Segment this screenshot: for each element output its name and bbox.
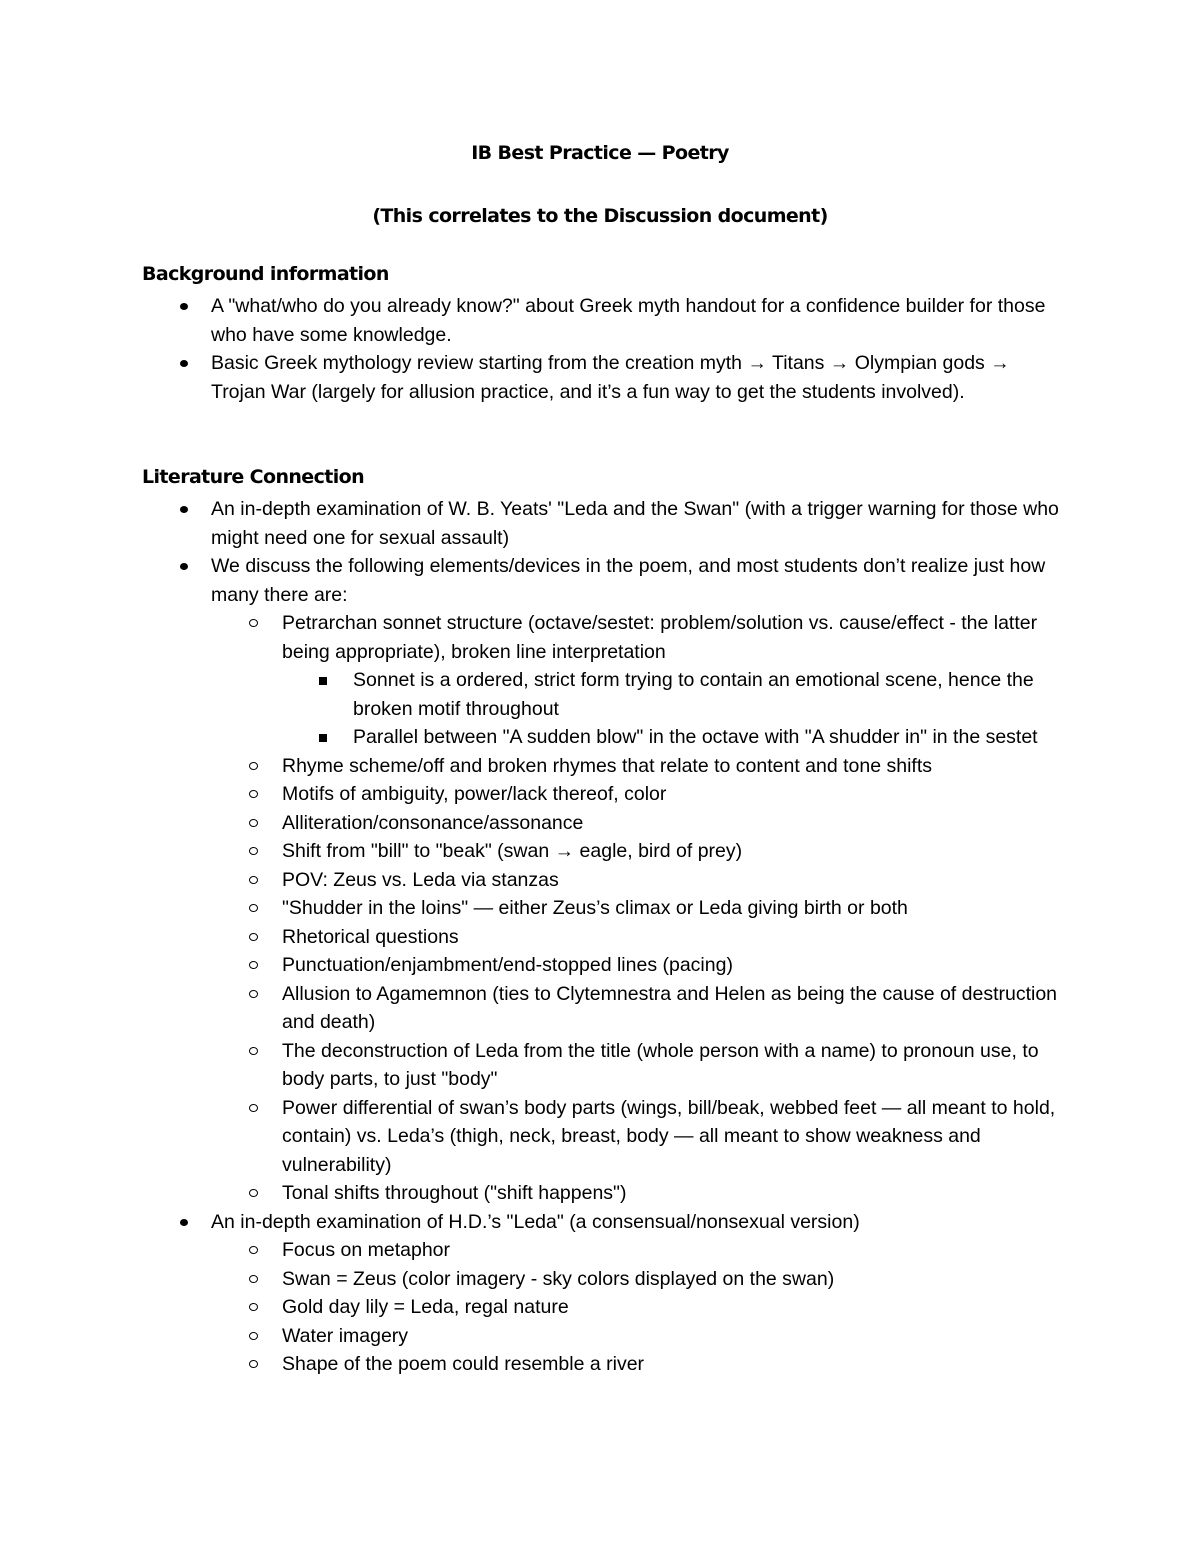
bullet-square-icon	[319, 734, 327, 742]
list-item	[0, 292, 1061, 349]
list-item-text: Rhyme scheme/off and broken rhymes that relate to content and tone shifts	[282, 754, 933, 777]
list-item	[0, 349, 1061, 406]
list-item-text: Parallel between "A sudden blow" in the octave with "A shudder in" in the sestet	[353, 726, 1038, 748]
bullet-circle-icon	[249, 762, 258, 770]
bullet-disc-icon	[180, 1219, 188, 1226]
bullet-circle-icon	[249, 876, 258, 884]
list-item-text: Gold day lily = Leda, regal nature	[282, 1296, 569, 1318]
sub-list-item	[0, 780, 1062, 809]
bullet-circle-icon	[249, 619, 258, 627]
list-item-text: POV: Zeus vs. Leda via stanzas	[282, 868, 559, 891]
sub-list-item	[0, 1293, 1062, 1322]
bullet-circle-icon	[249, 990, 258, 998]
bullet-square-icon	[319, 677, 327, 685]
list-item-text: An in-depth examination of W. B. Yeats' "Leda and the Swan" (with a trigger warning for those who might need one for sexual assault)	[211, 498, 1059, 549]
list-item-text: Allusion to Agamemnon (ties to Clytemnestra and Helen as being the cause of destruction and death)	[282, 982, 1058, 1033]
bullet-circle-icon	[249, 904, 258, 912]
list-item-text: Sonnet is a ordered, strict form trying to contain an emotional scene, hence the broken motif throughout	[353, 669, 1034, 720]
background-heading: Background information	[142, 263, 389, 285]
bullet-circle-icon	[249, 1104, 258, 1112]
bullet-circle-icon	[249, 1360, 258, 1368]
list-item-text: Tonal shifts throughout ("shift happens")	[282, 1182, 627, 1204]
document-title: IB Best Practice — Poetry	[471, 142, 729, 164]
list-item	[0, 552, 1061, 609]
sub-sub-list-item	[0, 723, 1063, 752]
list-item	[0, 495, 1061, 552]
sub-list-item	[0, 1094, 1062, 1180]
bullet-circle-icon	[249, 1189, 258, 1197]
bullet-disc-icon	[180, 563, 188, 570]
literature-list	[0, 495, 1063, 1379]
sub-list-item	[0, 923, 1062, 952]
sub-list-item	[0, 1350, 1062, 1379]
bullet-circle-icon	[249, 933, 258, 941]
sub-list-item	[0, 1322, 1062, 1351]
bullet-circle-icon	[249, 1047, 258, 1055]
bullet-disc-icon	[180, 360, 188, 367]
sub-list-item	[0, 809, 1062, 838]
list-item-text: Water imagery	[282, 1324, 409, 1347]
sub-list-item	[0, 837, 1062, 866]
bullet-circle-icon	[249, 819, 258, 827]
sub-list-item	[0, 980, 1062, 1037]
sub-list-item	[0, 894, 1062, 923]
sub-list-item	[0, 609, 1062, 666]
list-item-text: Rhetorical questions	[282, 925, 459, 948]
list-item-text: "Shudder in the loins" — either Zeus’s climax or Leda giving birth or both	[282, 897, 908, 919]
bullet-circle-icon	[249, 961, 258, 969]
sub-list-item	[0, 1265, 1062, 1294]
bullet-circle-icon	[249, 1246, 258, 1254]
list-item-text: Motifs of ambiguity, power/lack thereof, color	[282, 783, 667, 805]
list-item-text: Power differential of swan’s body parts (wings, bill/beak, webbed feet — all meant to hold, contain) vs. Leda’s (thigh, neck, breast, body — all meant to show weakness and vulnerability)	[282, 1096, 1056, 1176]
sub-list-item	[0, 752, 1062, 781]
list-item-text: The deconstruction of Leda from the title (whole person with a name) to pronoun use, to body parts, to just "body"	[282, 1039, 1039, 1090]
list-item-text: Alliteration/consonance/assonance	[282, 811, 584, 834]
bullet-circle-icon	[249, 790, 258, 798]
list-item	[0, 1208, 1061, 1237]
bullet-circle-icon	[249, 1332, 258, 1340]
list-item-text: Basic Greek mythology review starting from the creation myth → Titans → Olympian gods → Trojan War (largely for allusion practice, and it’s a fun way to get the students involved).	[211, 352, 1010, 403]
sub-sub-list-item	[0, 666, 1063, 723]
list-item-text: We discuss the following elements/devices in the poem, and most students don’t realize just how many there are:	[211, 555, 1046, 606]
sub-list-item	[0, 1037, 1062, 1094]
sub-list-item	[0, 1179, 1062, 1208]
sub-list-item	[0, 866, 1062, 895]
list-item-text: A "what/who do you already know?" about Greek myth handout for a confidence builder for those who have some knowledge.	[211, 295, 1046, 346]
list-item-text: Petrarchan sonnet structure (octave/sestet: problem/solution vs. cause/effect - the latter being appropriate), broken line interpretation	[282, 612, 1038, 663]
bullet-disc-icon	[180, 506, 188, 513]
list-item-text: Punctuation/enjambment/end-stopped lines (pacing)	[282, 954, 733, 976]
list-item-text: Shape of the poem could resemble a river	[282, 1353, 645, 1375]
bullet-circle-icon	[249, 1275, 258, 1283]
background-list	[0, 292, 1061, 406]
list-item-text: An in-depth examination of H.D.’s "Leda" (a consensual/nonsexual version)	[211, 1210, 860, 1233]
literature-heading: Literature Connection	[142, 466, 365, 488]
bullet-disc-icon	[180, 303, 188, 310]
sub-list-item	[0, 1236, 1062, 1265]
document-subtitle: (This correlates to the Discussion document)	[372, 205, 828, 227]
list-item-text: Swan = Zeus (color imagery - sky colors displayed on the swan)	[282, 1267, 835, 1290]
list-item-text: Shift from "bill" to "beak" (swan → eagle, bird of prey)	[282, 840, 743, 862]
bullet-circle-icon	[249, 847, 258, 855]
list-item-text: Focus on metaphor	[282, 1239, 451, 1261]
bullet-circle-icon	[249, 1303, 258, 1311]
sub-list-item	[0, 951, 1062, 980]
